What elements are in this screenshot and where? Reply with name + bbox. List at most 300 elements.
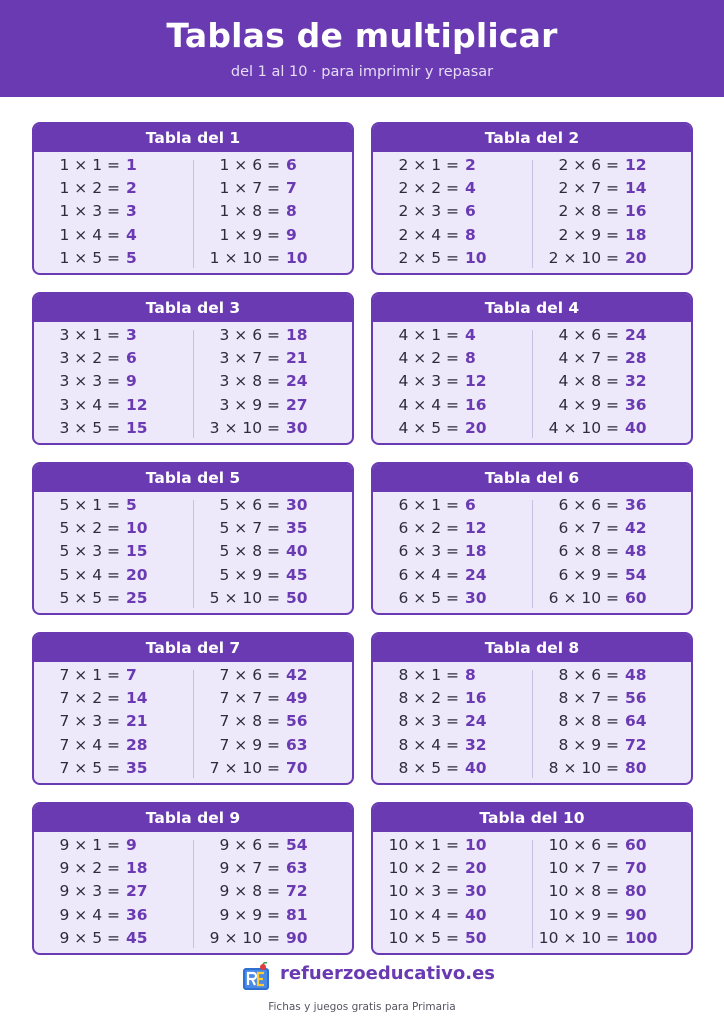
multiplication-result: 8 [465, 666, 476, 684]
multiplication-result: 18 [625, 225, 647, 244]
table-title: Tabla del 6 [373, 464, 691, 492]
multiplication-result: 100 [625, 928, 658, 947]
table-row [533, 394, 691, 417]
multiplication-expression: 5 × 10 = [209, 588, 280, 607]
multiplication-result: 4 [465, 179, 476, 198]
multiplication-expression: 7 × 10 = [209, 758, 280, 777]
table-row [34, 857, 192, 880]
table-row [194, 247, 352, 270]
multiplication-expression: 7 × 5 = [59, 758, 120, 777]
multiplication-expression: 7 × 2 = [59, 689, 120, 708]
table-row [373, 154, 531, 177]
multiplication-result: 4 [126, 225, 137, 244]
table-row [533, 710, 691, 733]
multiplication-expression: 5 × 4 = [59, 565, 120, 584]
multiplication-expression: 8 × 4 = [398, 735, 459, 754]
multiplication-expression: 4 × 6 = [558, 326, 619, 344]
table-row [373, 564, 531, 587]
multiplication-expression: 3 × 4 = [59, 395, 120, 414]
multiplication-result: 60 [625, 588, 647, 607]
multiplication-result: 60 [625, 836, 647, 854]
multiplication-expression: 3 × 1 = [59, 326, 120, 344]
table-row [34, 154, 192, 177]
multiplication-result: 72 [625, 735, 647, 754]
table-title: Tabla del 9 [34, 804, 352, 832]
table-column-right [533, 494, 691, 610]
multiplication-result: 40 [625, 418, 647, 437]
re-logo-icon [241, 962, 271, 992]
multiplication-result: 16 [465, 689, 487, 708]
multiplication-result: 21 [286, 349, 308, 368]
table-row [533, 564, 691, 587]
multiplication-expression: 4 × 10 = [548, 418, 619, 437]
table-row [34, 247, 192, 270]
multiplication-result: 14 [625, 179, 647, 198]
multiplication-result: 7 [286, 179, 297, 198]
table-row [194, 417, 352, 440]
multiplication-result: 3 [126, 202, 137, 221]
multiplication-result: 6 [465, 496, 476, 514]
multiplication-result: 64 [625, 712, 647, 731]
multiplication-result: 35 [286, 519, 308, 538]
multiplication-expression: 7 × 1 = [59, 666, 120, 684]
table-row [194, 540, 352, 563]
multiplication-result: 56 [286, 712, 308, 731]
multiplication-result: 3 [126, 326, 137, 344]
multiplication-result: 50 [465, 928, 487, 947]
table-row [194, 757, 352, 780]
multiplication-result: 81 [286, 905, 308, 924]
multiplication-expression: 4 × 7 = [558, 349, 619, 368]
multiplication-expression: 10 × 1 = [388, 836, 459, 854]
multiplication-result: 9 [126, 372, 137, 391]
table-column-left [34, 494, 192, 610]
multiplication-result: 56 [625, 689, 647, 708]
multiplication-expression: 2 × 2 = [398, 179, 459, 198]
multiplication-expression: 10 × 7 = [548, 859, 619, 878]
table-card [32, 122, 354, 275]
table-row [373, 687, 531, 710]
multiplication-result: 28 [126, 735, 148, 754]
multiplication-result: 36 [625, 395, 647, 414]
multiplication-expression: 2 × 7 = [558, 179, 619, 198]
table-row [373, 540, 531, 563]
table-title: Tabla del 7 [34, 634, 352, 662]
multiplication-result: 54 [286, 836, 308, 854]
table-column-right [194, 834, 352, 950]
table-row [373, 200, 531, 223]
multiplication-expression: 4 × 5 = [398, 418, 459, 437]
multiplication-expression: 1 × 1 = [59, 156, 120, 174]
page-title: Tablas de multiplicar [166, 16, 558, 55]
table-title: Tabla del 2 [373, 124, 691, 152]
multiplication-result: 2 [465, 156, 476, 174]
multiplication-result: 8 [465, 225, 476, 244]
multiplication-expression: 9 × 4 = [59, 905, 120, 924]
multiplication-expression: 10 × 5 = [388, 928, 459, 947]
multiplication-result: 14 [126, 689, 148, 708]
multiplication-expression: 9 × 3 = [59, 882, 120, 901]
multiplication-result: 2 [126, 179, 137, 198]
table-row [194, 200, 352, 223]
multiplication-expression: 4 × 9 = [558, 395, 619, 414]
multiplication-result: 32 [465, 735, 487, 754]
table-row [194, 834, 352, 857]
multiplication-expression: 8 × 6 = [558, 666, 619, 684]
table-card [371, 802, 693, 955]
multiplication-expression: 9 × 7 = [219, 859, 280, 878]
multiplication-expression: 2 × 3 = [398, 202, 459, 221]
multiplication-result: 80 [625, 882, 647, 901]
table-row [533, 177, 691, 200]
table-row [34, 494, 192, 517]
table-row [533, 587, 691, 610]
table-row [194, 177, 352, 200]
table-row [533, 857, 691, 880]
multiplication-result: 20 [625, 248, 647, 267]
multiplication-result: 18 [286, 326, 308, 344]
multiplication-result: 28 [625, 349, 647, 368]
table-row [373, 880, 531, 903]
table-row [34, 370, 192, 393]
multiplication-expression: 4 × 2 = [398, 349, 459, 368]
table-row [34, 417, 192, 440]
multiplication-result: 10 [465, 836, 487, 854]
multiplication-expression: 8 × 2 = [398, 689, 459, 708]
multiplication-result: 50 [286, 588, 308, 607]
multiplication-expression: 9 × 9 = [219, 905, 280, 924]
table-column-right [533, 664, 691, 780]
table-row [194, 370, 352, 393]
table-row [194, 687, 352, 710]
multiplication-result: 16 [625, 202, 647, 221]
multiplication-result: 6 [286, 156, 297, 174]
table-title: Tabla del 3 [34, 294, 352, 322]
multiplication-result: 36 [126, 905, 148, 924]
table-column-left [373, 494, 531, 610]
table-card [32, 462, 354, 615]
table-row [373, 324, 531, 347]
multiplication-result: 5 [126, 496, 137, 514]
multiplication-result: 36 [625, 496, 647, 514]
multiplication-expression: 6 × 3 = [398, 542, 459, 561]
table-row [373, 394, 531, 417]
multiplication-expression: 10 × 10 = [538, 928, 619, 947]
table-row [194, 710, 352, 733]
multiplication-result: 15 [126, 418, 148, 437]
multiplication-expression: 3 × 5 = [59, 418, 120, 437]
multiplication-result: 20 [126, 565, 148, 584]
multiplication-result: 6 [126, 349, 137, 368]
table-row [373, 247, 531, 270]
table-row [373, 347, 531, 370]
multiplication-expression: 5 × 5 = [59, 588, 120, 607]
table-row [373, 494, 531, 517]
multiplication-expression: 6 × 7 = [558, 519, 619, 538]
table-row [194, 664, 352, 687]
multiplication-expression: 1 × 7 = [219, 179, 280, 198]
table-row [533, 834, 691, 857]
multiplication-result: 30 [465, 882, 487, 901]
multiplication-result: 12 [465, 519, 487, 538]
table-row [373, 587, 531, 610]
multiplication-expression: 9 × 2 = [59, 859, 120, 878]
table-column-left [34, 664, 192, 780]
table-row [373, 710, 531, 733]
multiplication-result: 90 [286, 928, 308, 947]
table-column-right [533, 324, 691, 440]
multiplication-result: 80 [625, 758, 647, 777]
multiplication-result: 4 [465, 326, 476, 344]
table-column-right [533, 154, 691, 270]
multiplication-expression: 7 × 7 = [219, 689, 280, 708]
multiplication-expression: 10 × 6 = [548, 836, 619, 854]
multiplication-expression: 6 × 4 = [398, 565, 459, 584]
table-row [34, 200, 192, 223]
multiplication-expression: 4 × 1 = [398, 326, 459, 344]
table-row [533, 880, 691, 903]
multiplication-expression: 6 × 1 = [398, 496, 459, 514]
table-column-right [194, 664, 352, 780]
multiplication-expression: 2 × 1 = [398, 156, 459, 174]
multiplication-expression: 6 × 8 = [558, 542, 619, 561]
multiplication-expression: 2 × 10 = [548, 248, 619, 267]
table-card [371, 122, 693, 275]
multiplication-expression: 9 × 5 = [59, 928, 120, 947]
table-row [34, 564, 192, 587]
table-row [34, 394, 192, 417]
multiplication-expression: 5 × 7 = [219, 519, 280, 538]
table-row [533, 517, 691, 540]
multiplication-result: 48 [625, 542, 647, 561]
table-title: Tabla del 8 [373, 634, 691, 662]
multiplication-expression: 9 × 1 = [59, 836, 120, 854]
site-link[interactable]: refuerzoeducativo.es [280, 963, 496, 984]
table-row [194, 880, 352, 903]
table-column-left [34, 324, 192, 440]
table-row [373, 417, 531, 440]
multiplication-expression: 8 × 8 = [558, 712, 619, 731]
multiplication-result: 30 [286, 418, 308, 437]
multiplication-result: 27 [286, 395, 308, 414]
multiplication-result: 24 [465, 712, 487, 731]
table-title: Tabla del 10 [373, 804, 691, 832]
multiplication-expression: 1 × 9 = [219, 225, 280, 244]
table-column-left [373, 834, 531, 950]
table-row [194, 734, 352, 757]
table-row [533, 540, 691, 563]
table-row [194, 224, 352, 247]
table-row [533, 224, 691, 247]
multiplication-expression: 8 × 10 = [548, 758, 619, 777]
multiplication-result: 10 [465, 248, 487, 267]
table-row [533, 757, 691, 780]
table-row [373, 370, 531, 393]
multiplication-result: 24 [625, 326, 647, 344]
multiplication-expression: 5 × 3 = [59, 542, 120, 561]
multiplication-expression: 7 × 6 = [219, 666, 280, 684]
table-column-right [194, 494, 352, 610]
multiplication-result: 20 [465, 418, 487, 437]
table-title: Tabla del 5 [34, 464, 352, 492]
table-row [373, 834, 531, 857]
multiplication-result: 63 [286, 735, 308, 754]
multiplication-result: 45 [286, 565, 308, 584]
multiplication-expression: 1 × 6 = [219, 156, 280, 174]
table-row [34, 324, 192, 347]
table-column-right [194, 324, 352, 440]
multiplication-result: 21 [126, 712, 148, 731]
table-row [194, 324, 352, 347]
multiplication-expression: 3 × 2 = [59, 349, 120, 368]
table-column-left [373, 664, 531, 780]
multiplication-result: 15 [126, 542, 148, 561]
multiplication-expression: 7 × 9 = [219, 735, 280, 754]
multiplication-expression: 6 × 10 = [548, 588, 619, 607]
multiplication-expression: 6 × 5 = [398, 588, 459, 607]
table-row [373, 664, 531, 687]
multiplication-result: 27 [126, 882, 148, 901]
table-row [34, 927, 192, 950]
multiplication-expression: 6 × 9 = [558, 565, 619, 584]
table-card [371, 292, 693, 445]
multiplication-result: 12 [465, 372, 487, 391]
multiplication-result: 24 [465, 565, 487, 584]
table-row [34, 540, 192, 563]
table-row [373, 734, 531, 757]
table-row [34, 904, 192, 927]
table-card [371, 462, 693, 615]
multiplication-result: 90 [625, 905, 647, 924]
multiplication-result: 5 [126, 248, 137, 267]
multiplication-expression: 10 × 3 = [388, 882, 459, 901]
page-header [0, 0, 724, 97]
multiplication-expression: 2 × 9 = [558, 225, 619, 244]
multiplication-expression: 5 × 6 = [219, 496, 280, 514]
table-row [34, 347, 192, 370]
table-column-left [34, 154, 192, 270]
table-row [34, 734, 192, 757]
table-row [533, 664, 691, 687]
multiplication-result: 10 [286, 248, 308, 267]
multiplication-expression: 8 × 5 = [398, 758, 459, 777]
table-row [373, 224, 531, 247]
multiplication-result: 42 [625, 519, 647, 538]
multiplication-result: 72 [286, 882, 308, 901]
multiplication-expression: 4 × 4 = [398, 395, 459, 414]
multiplication-expression: 10 × 8 = [548, 882, 619, 901]
multiplication-expression: 9 × 10 = [209, 928, 280, 947]
multiplication-result: 12 [625, 156, 647, 174]
table-column-left [373, 324, 531, 440]
multiplication-expression: 1 × 8 = [219, 202, 280, 221]
multiplication-expression: 3 × 6 = [219, 326, 280, 344]
multiplication-result: 70 [625, 859, 647, 878]
multiplication-result: 40 [465, 758, 487, 777]
table-title: Tabla del 1 [34, 124, 352, 152]
table-row [533, 927, 691, 950]
multiplication-result: 6 [465, 202, 476, 221]
table-row [533, 370, 691, 393]
multiplication-expression: 3 × 9 = [219, 395, 280, 414]
multiplication-result: 42 [286, 666, 308, 684]
table-row [533, 347, 691, 370]
multiplication-result: 8 [465, 349, 476, 368]
multiplication-result: 49 [286, 689, 308, 708]
multiplication-expression: 1 × 10 = [209, 248, 280, 267]
multiplication-result: 8 [286, 202, 297, 221]
table-row [194, 494, 352, 517]
multiplication-result: 9 [126, 836, 137, 854]
table-row [533, 200, 691, 223]
footer-note: Fichas y juegos gratis para Primaria [268, 1001, 456, 1013]
multiplication-expression: 9 × 8 = [219, 882, 280, 901]
multiplication-expression: 5 × 1 = [59, 496, 120, 514]
multiplication-expression: 7 × 4 = [59, 735, 120, 754]
table-row [373, 904, 531, 927]
table-row [34, 517, 192, 540]
table-row [373, 927, 531, 950]
multiplication-expression: 9 × 6 = [219, 836, 280, 854]
table-row [34, 177, 192, 200]
multiplication-expression: 1 × 3 = [59, 202, 120, 221]
multiplication-expression: 8 × 1 = [398, 666, 459, 684]
multiplication-result: 48 [625, 666, 647, 684]
table-title: Tabla del 4 [373, 294, 691, 322]
table-row [194, 394, 352, 417]
table-row [533, 324, 691, 347]
table-row [34, 834, 192, 857]
multiplication-result: 35 [126, 758, 148, 777]
multiplication-expression: 3 × 10 = [209, 418, 280, 437]
multiplication-expression: 10 × 2 = [388, 859, 459, 878]
multiplication-expression: 8 × 3 = [398, 712, 459, 731]
table-row [34, 757, 192, 780]
table-row [34, 587, 192, 610]
table-row [373, 757, 531, 780]
table-row [194, 517, 352, 540]
multiplication-expression: 5 × 8 = [219, 542, 280, 561]
table-column-left [373, 154, 531, 270]
multiplication-result: 32 [625, 372, 647, 391]
page-subtitle: del 1 al 10 · para imprimir y repasar [230, 64, 494, 80]
table-row [373, 517, 531, 540]
multiplication-expression: 2 × 6 = [558, 156, 619, 174]
multiplication-expression: 10 × 9 = [548, 905, 619, 924]
multiplication-expression: 7 × 8 = [219, 712, 280, 731]
multiplication-expression: 5 × 2 = [59, 519, 120, 538]
multiplication-expression: 6 × 2 = [398, 519, 459, 538]
table-row [194, 904, 352, 927]
multiplication-expression: 1 × 2 = [59, 179, 120, 198]
multiplication-result: 18 [126, 859, 148, 878]
multiplication-expression: 1 × 4 = [59, 225, 120, 244]
table-card [371, 632, 693, 785]
multiplication-expression: 3 × 7 = [219, 349, 280, 368]
multiplication-expression: 2 × 8 = [558, 202, 619, 221]
multiplication-expression: 4 × 8 = [558, 372, 619, 391]
table-row [533, 494, 691, 517]
multiplication-expression: 7 × 3 = [59, 712, 120, 731]
multiplication-result: 30 [286, 496, 308, 514]
table-row [533, 687, 691, 710]
multiplication-result: 45 [126, 928, 148, 947]
multiplication-result: 40 [465, 905, 487, 924]
multiplication-result: 25 [126, 588, 148, 607]
table-row [533, 154, 691, 177]
multiplication-result: 9 [286, 225, 297, 244]
table-card [32, 802, 354, 955]
